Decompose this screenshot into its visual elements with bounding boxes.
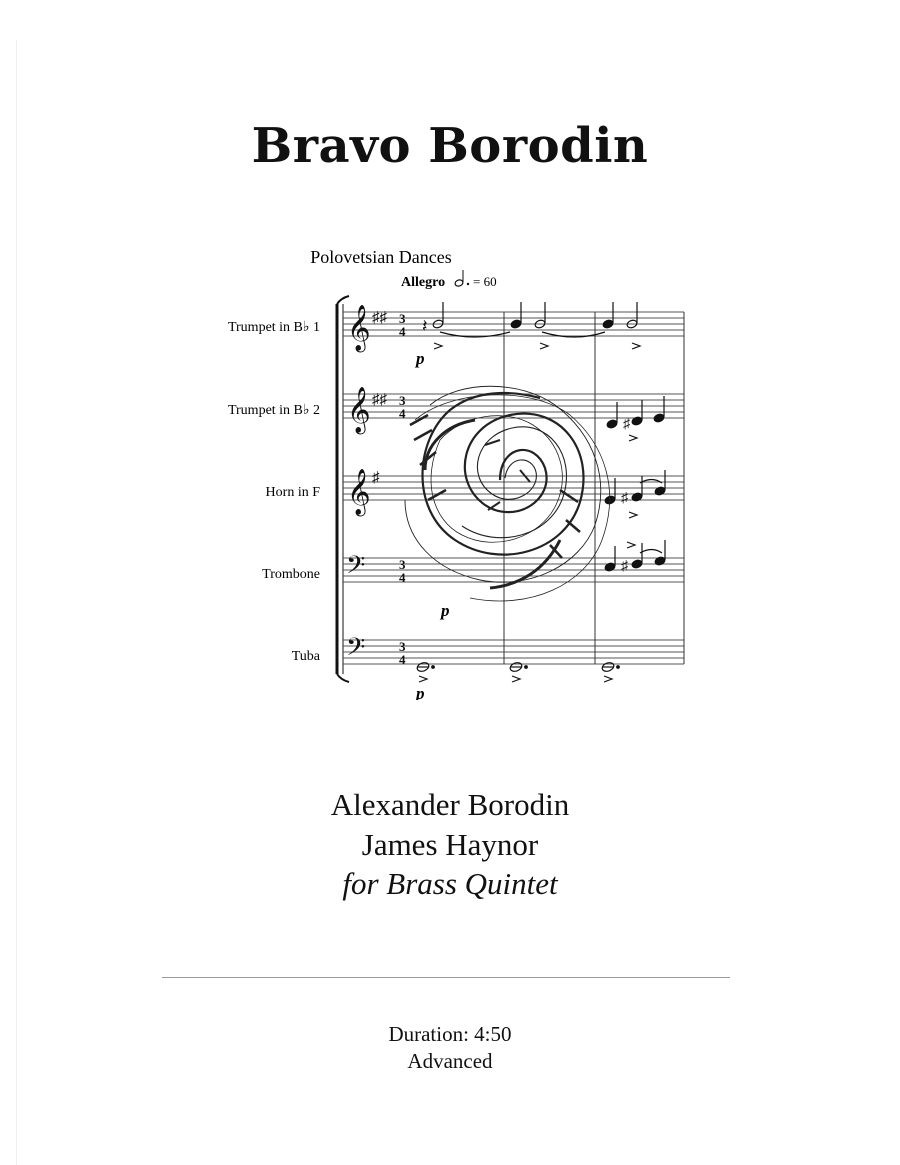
- bass-clef-icon: 𝄢: [346, 552, 366, 585]
- svg-text:𝄽: 𝄽: [422, 316, 428, 336]
- instrument-label: Horn in F: [265, 485, 320, 500]
- svg-text:♯: ♯: [621, 491, 628, 506]
- svg-text:4: 4: [399, 652, 406, 667]
- trumpet1-notes: [422, 302, 640, 349]
- dynamic-marking: p: [416, 349, 425, 368]
- score-title: Bravo Borodin: [251, 118, 649, 174]
- arranger-name: James Haynor: [361, 827, 539, 862]
- dotted-half-note-icon: [454, 270, 469, 287]
- dynamic-marking: p: [416, 684, 425, 700]
- svg-text:4: 4: [399, 570, 406, 585]
- svg-text:3: 3: [399, 393, 406, 408]
- ensemble-subtitle: for Brass Quintet: [342, 866, 558, 901]
- score-excerpt: [200, 240, 700, 700]
- movement-title: Polovetsian Dances: [310, 247, 452, 267]
- svg-text:3: 3: [399, 311, 406, 326]
- key-signature-sharps-icon: ♯♯: [372, 392, 387, 408]
- key-signature-sharp-icon: ♯: [372, 470, 380, 486]
- divider: [162, 977, 730, 978]
- tempo-marking: Allegro: [401, 275, 446, 290]
- svg-text:4: 4: [399, 324, 406, 339]
- composer-name: Alexander Borodin: [330, 787, 570, 822]
- instrument-label: Trombone: [262, 567, 320, 582]
- tempo-value: = 60: [473, 274, 497, 289]
- instrument-label: Tuba: [291, 649, 320, 664]
- instrument-label: Trumpet in B♭ 1: [227, 320, 320, 335]
- svg-text:4: 4: [399, 406, 406, 421]
- key-signature-sharps-icon: ♯♯: [372, 310, 387, 326]
- instrument-label: Trumpet in B♭ 2: [227, 403, 320, 418]
- difficulty-level: Advanced: [407, 1049, 493, 1073]
- svg-text:♯: ♯: [621, 559, 628, 574]
- duration-text: Duration: 4:50: [388, 1022, 512, 1046]
- svg-text:♯: ♯: [623, 417, 630, 432]
- dynamic-marking: p: [441, 601, 450, 620]
- bass-clef-icon: 𝄢: [346, 634, 366, 667]
- svg-text:3: 3: [399, 557, 406, 572]
- trumpet2-notes: [606, 396, 665, 441]
- treble-clef-icon: 𝄞: [347, 387, 371, 432]
- music-notation: [200, 240, 700, 700]
- staff-lines: [343, 312, 684, 664]
- page-edge: [16, 40, 17, 1165]
- trombone-notes: [604, 540, 666, 574]
- treble-clef-icon: 𝄞: [347, 305, 371, 350]
- time-signatures: [399, 311, 406, 667]
- svg-text:3: 3: [399, 639, 406, 654]
- treble-clef-icon: 𝄞: [347, 469, 371, 514]
